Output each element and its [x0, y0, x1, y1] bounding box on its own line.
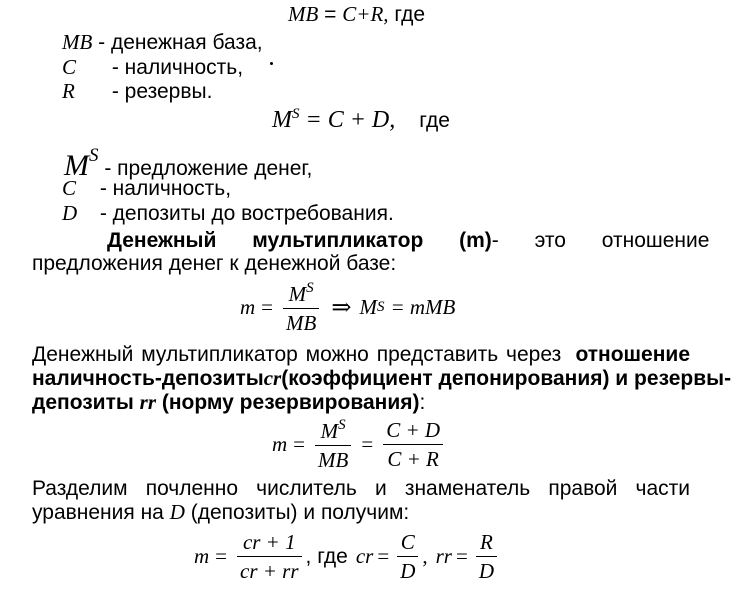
- paragraph-ratios-line2: [32, 366, 732, 390]
- frac-sup: S: [306, 280, 314, 296]
- eq3-fraction: [283, 280, 319, 335]
- paragraph-divide-line1: [32, 478, 690, 499]
- def-symbol: D: [62, 201, 78, 225]
- bold-text-b: (коэффициент депонирования) и резервы-: [281, 367, 732, 390]
- frac-sup: S: [338, 417, 346, 433]
- def-description: - резервы.: [111, 80, 213, 103]
- paragraph-multiplier-line2: предложения денег к денежной базе:: [32, 252, 397, 275]
- eq4-fraction-2: [383, 418, 443, 471]
- symbol-rr: rr: [139, 390, 157, 414]
- frac-num: C: [397, 530, 418, 557]
- eq5-fraction-cr: [397, 530, 418, 583]
- eq2-where: где: [419, 109, 450, 132]
- eq4-equals: =: [293, 432, 306, 457]
- definition-ms: [64, 146, 312, 181]
- frac-den: MB: [286, 311, 317, 336]
- definition-c: [62, 57, 243, 78]
- eq5-fraction: [237, 530, 302, 583]
- eq1-lhs: MB: [288, 2, 319, 26]
- def-symbol: C: [62, 55, 77, 79]
- frac-den: C + R: [387, 447, 439, 472]
- frac-num: C + D: [383, 418, 443, 445]
- eq5-fraction-rr: [476, 530, 497, 583]
- colon: :: [419, 391, 426, 414]
- symbol-cr: cr: [263, 366, 282, 390]
- frac-den: cr + rr: [240, 559, 299, 584]
- def-sup: S: [89, 145, 99, 166]
- term-rest: - это отношение: [491, 229, 710, 252]
- eq4-equals-2: =: [361, 432, 374, 457]
- eq2-sup: S: [292, 106, 300, 122]
- plain-text: Денежный мультипликатор можно представить через: [32, 343, 562, 366]
- definition-c2: [62, 178, 231, 199]
- eq1-equals: =: [324, 3, 337, 26]
- eq3-rhs-sup: S: [376, 299, 385, 316]
- frac-num: R: [476, 530, 497, 557]
- def-description: - депозиты до востребования.: [99, 202, 394, 225]
- frac-den: D: [400, 559, 416, 584]
- bold-text: отношение: [575, 343, 690, 366]
- eq1-where: где: [394, 3, 426, 26]
- def-description: - наличность,: [111, 56, 244, 79]
- equation-money-base: [288, 4, 425, 25]
- definition-d: [62, 203, 394, 224]
- definition-mb: [62, 32, 263, 53]
- eq5-where: , где: [305, 545, 348, 569]
- def-symbol: R: [62, 79, 75, 103]
- frac-den: MB: [318, 448, 349, 473]
- symbol-d: D: [169, 500, 185, 524]
- implies-arrow: ⇒: [331, 294, 352, 321]
- def-description: - предложение денег,: [104, 157, 313, 180]
- eq5-m: m: [194, 544, 210, 569]
- eq2-rhs: = C + D,: [305, 107, 396, 133]
- text: Разделим почленно числитель и знаменатель правой части: [32, 477, 690, 500]
- eq3-rhs-rest: = mMB: [390, 295, 456, 320]
- frac-den: D: [478, 559, 494, 584]
- definition-r: [62, 81, 212, 102]
- eq5-equals-b: =: [455, 544, 468, 569]
- eq5-equals: =: [215, 544, 228, 569]
- eq4-fraction-1: [315, 417, 351, 472]
- eq3-rhs-m: M: [359, 295, 377, 320]
- text-a: уравнения на: [32, 501, 164, 524]
- paragraph-ratios-line3: [32, 392, 425, 413]
- eq5-rr: rr: [435, 544, 452, 569]
- eq1-rhs: C+R,: [342, 2, 389, 26]
- bold-text-a: депозиты: [32, 391, 134, 414]
- eq5-comma: ,: [422, 544, 428, 569]
- def-description: - денежная база,: [98, 31, 263, 54]
- eq5-cr: cr: [355, 544, 374, 569]
- eq5-equals-a: =: [377, 544, 390, 569]
- term-bold: Денежный мультипликатор (m): [107, 229, 492, 252]
- paragraph-divide-line2: [32, 502, 409, 523]
- equation-multiplier: [240, 280, 455, 335]
- speck: [270, 62, 273, 65]
- equation-money-supply: [272, 107, 450, 132]
- text-b: (депозиты) и получим:: [190, 501, 410, 524]
- def-symbol: MB: [62, 30, 93, 54]
- eq2-lhs: M: [272, 107, 292, 133]
- def-symbol: C: [62, 176, 77, 200]
- eq3-equals: =: [261, 295, 274, 320]
- eq4-m: m: [272, 432, 288, 457]
- paragraph-multiplier-line1: [107, 229, 710, 252]
- frac-num: cr + 1: [237, 530, 302, 557]
- frac-num: M: [288, 282, 307, 306]
- def-description: - наличность,: [99, 177, 232, 200]
- def-symbol: M: [64, 149, 89, 182]
- paragraph-ratios-line1: [32, 344, 690, 365]
- equation-multiplier-expanded: [272, 417, 447, 472]
- bold-text-b: (норму резервирования): [161, 391, 420, 414]
- bold-text-a: наличность-депозиты: [32, 367, 264, 390]
- frac-num: M: [320, 419, 339, 443]
- equation-multiplier-ratios: [194, 530, 501, 583]
- eq3-m: m: [240, 295, 256, 320]
